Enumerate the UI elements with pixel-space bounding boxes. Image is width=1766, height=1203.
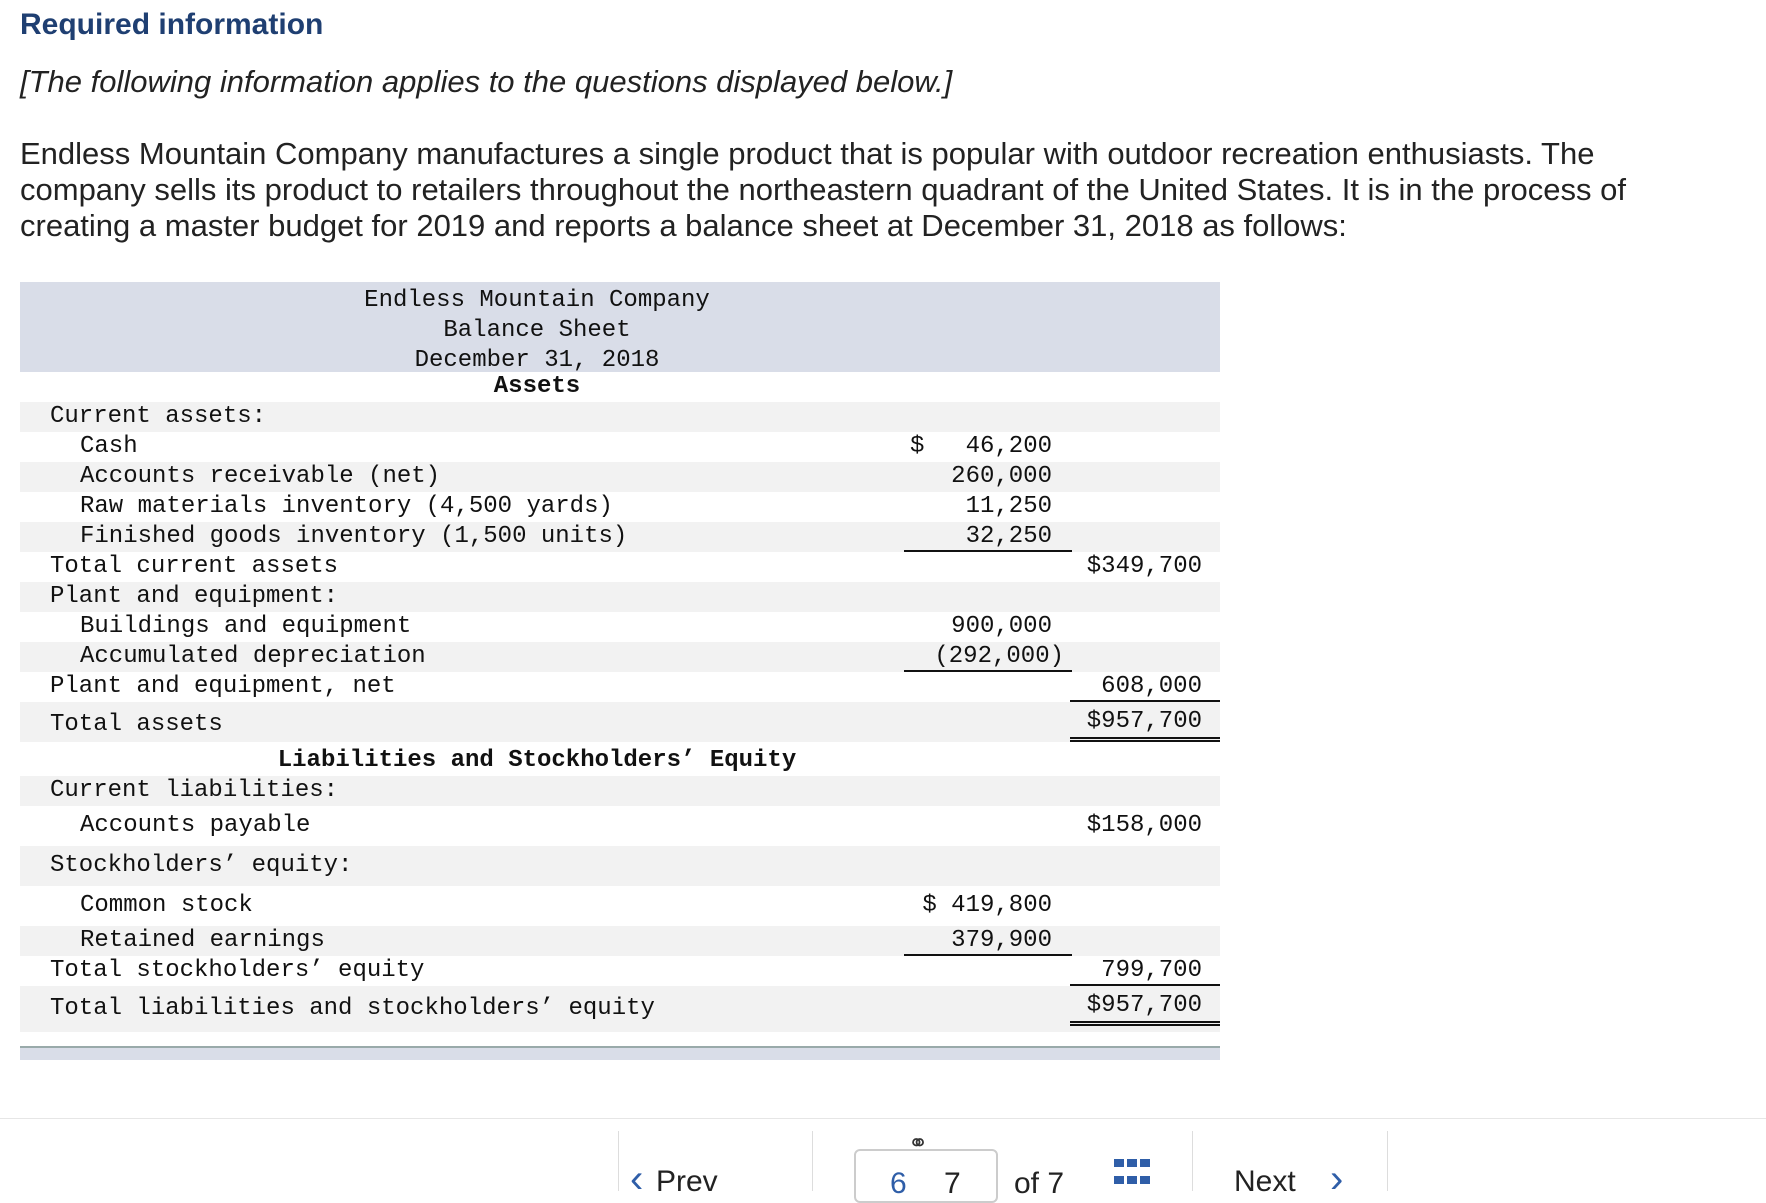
assets-heading: Assets [493, 373, 581, 400]
total-liabilities-equity-value: $957,700 [1070, 986, 1220, 1026]
table-row [20, 522, 1220, 552]
table-row [20, 702, 1220, 742]
dollar-sign: $ [910, 433, 925, 460]
balance-sheet-header [20, 282, 1220, 372]
stockholders-equity-label: Stockholders’ equity: [50, 852, 353, 879]
intro-paragraph: Endless Mountain Company manufactures a single product that is popular with outdoor recreation enthusiasts. The company sells its product to retailers throughout the northeastern quadrant of the United States. It is in the process of creating a master budget for 2019 and reports a balance sheet at December 31, 2018 as follows: [20, 136, 1627, 243]
finished-goods-label: Finished goods inventory (1,500 units) [80, 523, 628, 550]
liabilities-equity-heading: Liabilities and Stockholders’ Equity [277, 747, 797, 774]
table-row [20, 776, 1220, 806]
next-label[interactable]: Next [1234, 1165, 1296, 1198]
plant-equipment-net-value: 608,000 [1070, 672, 1220, 702]
retained-earnings-value: 379,900 [904, 926, 1072, 956]
accounts-receivable-value: 260,000 [951, 463, 1052, 490]
table-row [20, 846, 1220, 886]
table-row [20, 642, 1220, 672]
current-liabilities-label: Current liabilities: [50, 777, 339, 804]
statement-date: December 31, 2018 [414, 347, 660, 374]
accounts-receivable-label: Accounts receivable (net) [80, 463, 441, 490]
current-page-number[interactable]: 6 [890, 1167, 907, 1200]
plant-equipment-label: Plant and equipment: [50, 583, 339, 610]
finished-goods-value: 32,250 [904, 522, 1072, 552]
cash-amount-cell [904, 432, 1072, 462]
total-assets-label: Total assets [50, 711, 223, 738]
table-footer-bar [20, 1046, 1220, 1060]
statement-title: Balance Sheet [443, 317, 631, 344]
table-row [20, 552, 1220, 582]
balance-sheet-table [20, 282, 1220, 1060]
total-assets-value: $957,700 [1070, 702, 1220, 742]
accounts-payable-value: $158,000 [1086, 812, 1202, 839]
table-row [20, 886, 1220, 926]
table-row [20, 582, 1220, 612]
page-total-label: of 7 [1014, 1167, 1065, 1200]
common-stock-value: $ 419,800 [922, 892, 1052, 919]
plant-equipment-net-label: Plant and equipment, net [50, 673, 396, 700]
table-row [20, 462, 1220, 492]
table-row [20, 492, 1220, 522]
retained-earnings-label: Retained earnings [80, 927, 325, 954]
raw-materials-label: Raw materials inventory (4,500 yards) [80, 493, 613, 520]
total-current-assets-label: Total current assets [50, 553, 339, 580]
chevron-right-icon[interactable]: › [1330, 1157, 1344, 1201]
table-row [20, 806, 1220, 846]
table-row [20, 612, 1220, 642]
table-row [20, 672, 1220, 702]
table-row [20, 432, 1220, 462]
chevron-left-icon[interactable]: ‹ [630, 1157, 644, 1201]
accounts-payable-label: Accounts payable [80, 812, 311, 839]
link-icon: ⚭ [908, 1130, 929, 1157]
company-name: Endless Mountain Company [364, 287, 710, 314]
notice-text: [The following information applies to the questions displayed below.] [20, 64, 953, 99]
total-liabilities-equity-label: Total liabilities and stockholders’ equity [50, 995, 655, 1022]
current-assets-label: Current assets: [50, 403, 267, 430]
buildings-equipment-value: 900,000 [951, 613, 1052, 640]
table-row [20, 956, 1220, 986]
table-row [20, 402, 1220, 432]
table-row [20, 986, 1220, 1032]
accumulated-depreciation-value: (292,000) [904, 642, 1072, 672]
grid-icon[interactable] [1114, 1159, 1150, 1189]
table-row [20, 926, 1220, 956]
common-stock-label: Common stock [80, 892, 253, 919]
cash-label: Cash [80, 433, 138, 460]
total-stockholders-equity-value: 799,700 [1070, 956, 1220, 986]
selected-page-number[interactable]: 7 [944, 1167, 961, 1200]
question-navigation [0, 1118, 1766, 1201]
accumulated-depreciation-label: Accumulated depreciation [80, 643, 426, 670]
required-information-heading: Required information [20, 8, 324, 41]
total-current-assets-value: $349,700 [1086, 553, 1202, 580]
prev-label[interactable]: Prev [656, 1165, 718, 1198]
buildings-equipment-label: Buildings and equipment [80, 613, 412, 640]
total-stockholders-equity-label: Total stockholders’ equity [50, 957, 425, 984]
raw-materials-value: 11,250 [965, 493, 1052, 520]
cash-value: 46,200 [965, 433, 1052, 460]
